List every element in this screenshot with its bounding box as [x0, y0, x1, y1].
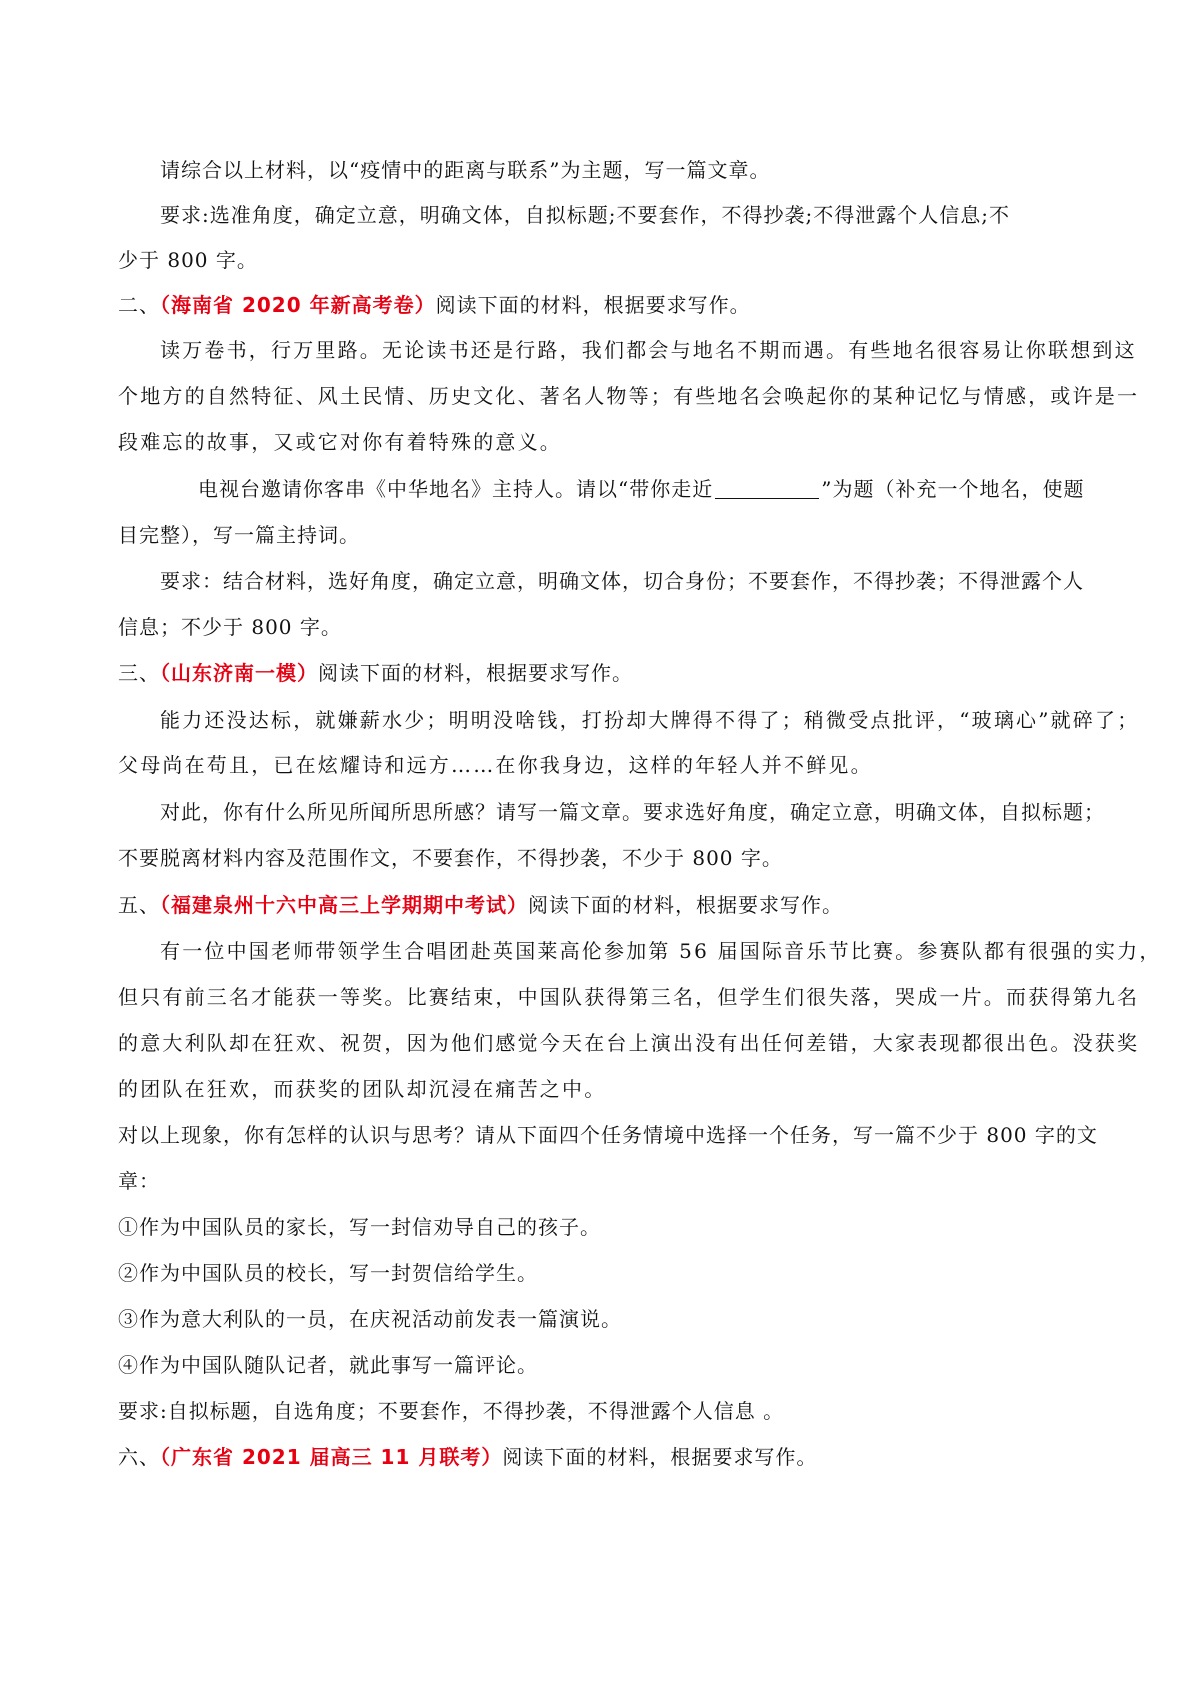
- section2-material-line2: 个地方的自然特征、风土民情、历史文化、著名人物等；有些地名会唤起你的某种记忆与情感，或许是一: [118, 384, 1140, 408]
- section6-heading: [118, 1442, 1102, 1472]
- fill-in-blank: [715, 478, 819, 499]
- section2-task-post: ”为题（补充一个地名，使题: [821, 477, 1085, 501]
- section3-material-line1: 能力还没达标，就嫌薪水少；明明没啥钱，打扮却大牌得不得了；稍微受点批评，“玻璃心”就碎了；: [160, 708, 1140, 732]
- section3-heading: [118, 658, 1102, 688]
- section2-number: 二、: [118, 293, 160, 317]
- section2-source: （海南省 2020 年新高考卷）: [160, 293, 436, 317]
- section2-heading-text: 阅读下面的材料，根据要求写作。: [435, 293, 751, 317]
- section5-task-line1: 对以上现象，你有怎样的认识与思考？请从下面四个任务情境中选择一个任务，写一篇不少于 800 字的文: [118, 1123, 1098, 1147]
- section1-prompt: 请综合以上材料，以“疫情中的距离与联系”为主题，写一篇文章。: [160, 158, 771, 182]
- section5-heading: [118, 890, 1102, 920]
- section5-heading-text: 阅读下面的材料，根据要求写作。: [528, 893, 843, 917]
- section3-number: 三、: [118, 661, 160, 685]
- section3-task-line2: 不要脱离材料内容及范围作文，不要套作，不得抄袭，不少于 800 字。: [118, 846, 783, 870]
- section3-task-line1: 对此，你有什么所见所闻所思所感？请写一篇文章。要求选好角度，确定立意，明确文体，自拟标题；: [160, 800, 1105, 824]
- section5-material-line4: 的团队在狂欢，而获奖的团队却沉浸在痛苦之中。: [118, 1077, 607, 1101]
- section5-option3: ③作为意大利队的一员，在庆祝活动前发表一篇演说。: [118, 1307, 622, 1331]
- section2-material-line3: 段难忘的故事，又或它对你有着特殊的意义。: [118, 430, 562, 454]
- section6-number: 六、: [118, 1445, 160, 1469]
- section6-source: （广东省 2021 届高三 11 月联考）: [160, 1445, 503, 1469]
- section5-material-line1: 有一位中国老师带领学生合唱团赴英国莱高伦参加第 56 届国际音乐节比赛。参赛队都有很强的实力，: [160, 939, 1162, 963]
- section5-option4: ④作为中国队随队记者，就此事写一篇评论。: [118, 1353, 538, 1377]
- section5-task-line2: 章：: [118, 1169, 160, 1193]
- section2-heading: [118, 290, 1102, 320]
- section3-material-line2: 父母尚在苟且，已在炫耀诗和远方……在你我身边，这样的年轻人并不鲜见。: [118, 753, 873, 777]
- section2-material-line1: 读万卷书，行万里路。无论读书还是行路，我们都会与地名不期而遇。有些地名很容易让你联想到这: [160, 338, 1137, 362]
- section5-material-line3: 的意大利队却在狂欢、祝贺，因为他们感觉今天在台上演出没有出任何差错，大家表现都很出色。没获奖: [118, 1031, 1140, 1055]
- section5-option2: ②作为中国队员的校长，写一封贺信给学生。: [118, 1261, 538, 1285]
- section2-task-line2: 目完整），写一篇主持词。: [118, 523, 360, 547]
- section2-task-line1: [198, 474, 1102, 504]
- section3-heading-text: 阅读下面的材料，根据要求写作。: [318, 661, 633, 685]
- section6-heading-text: 阅读下面的材料，根据要求写作。: [502, 1445, 818, 1469]
- section1-requirement-line1: 要求:选准角度，确定立意，明确文体，自拟标题;不要套作，不得抄袭;不得泄露个人信息;不: [160, 203, 1010, 227]
- section1-requirement-line2: 少于 800 字。: [118, 248, 258, 272]
- section5-number: 五、: [118, 893, 160, 917]
- section2-requirement-line1: 要求：结合材料，选好角度，确定立意，明确文体，切合身份；不要套作，不得抄袭；不得泄露个人: [160, 569, 1084, 593]
- section2-requirement-line2: 信息；不少于 800 字。: [118, 615, 342, 639]
- section5-material-line2: 但只有前三名才能获一等奖。比赛结束，中国队获得第三名，但学生们很失落，哭成一片。而获得第九名: [118, 985, 1140, 1009]
- section5-option1: ①作为中国队员的家长，写一封信劝导自己的孩子。: [118, 1215, 601, 1239]
- section5-requirement: 要求:自拟标题，自选角度；不要套作，不得抄袭，不得泄露个人信息 。: [118, 1399, 785, 1423]
- section5-source: （福建泉州十六中高三上学期期中考试）: [160, 893, 528, 917]
- section3-source: （山东济南一模）: [160, 661, 318, 685]
- section2-task-pre: 电视台邀请你客串《中华地名》主持人。请以“带你走近: [198, 477, 714, 501]
